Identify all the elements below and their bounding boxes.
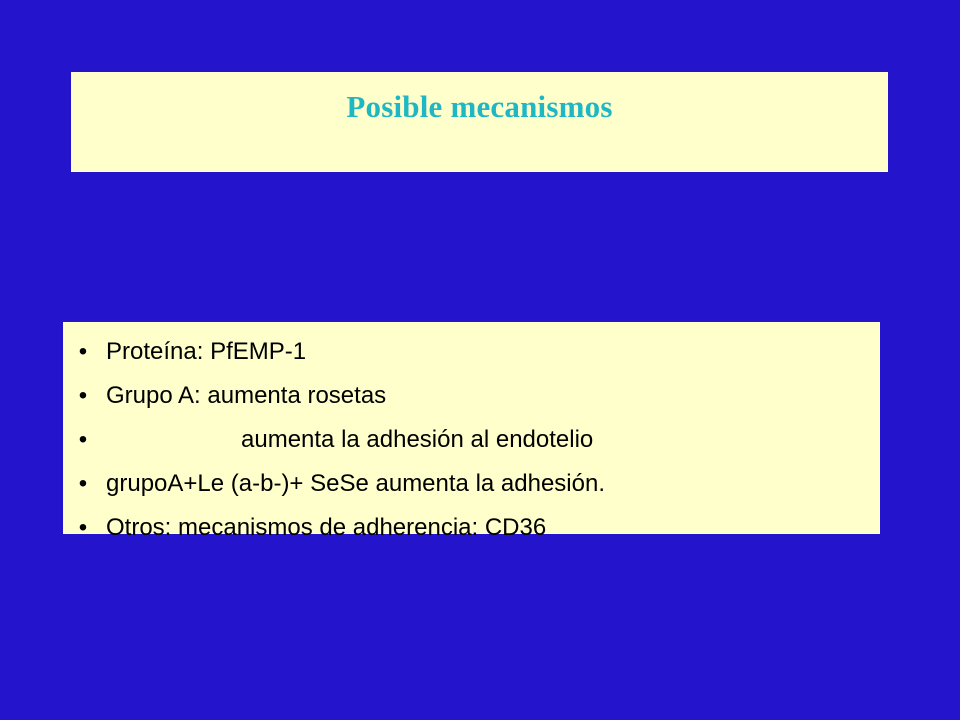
slide-title: Posible mecanismos	[346, 89, 613, 124]
bullet-text: Otros: mecanismos de adherencia: CD36	[106, 514, 547, 541]
bullet-icon: •	[78, 338, 88, 365]
bullet-icon: •	[78, 382, 88, 409]
bullet-list	[63, 330, 880, 550]
bullet-item	[63, 418, 880, 462]
bullet-text: aumenta la adhesión al endotelio	[241, 426, 594, 453]
title-box	[71, 72, 888, 172]
bullet-item	[63, 462, 880, 506]
bullet-icon: •	[78, 470, 88, 497]
bullet-item	[63, 374, 880, 418]
content-box	[63, 322, 880, 541]
bullet-text: Proteína: PfEMP-1	[106, 338, 307, 365]
bullet-icon: •	[78, 514, 88, 541]
bullet-icon: •	[78, 426, 88, 453]
bullet-item	[63, 330, 880, 374]
bullet-text: grupoA+Le (a-b-)+ SeSe aumenta la adhesión.	[106, 470, 605, 497]
bullet-text: Grupo A: aumenta rosetas	[106, 382, 387, 409]
bullet-item	[63, 506, 880, 550]
